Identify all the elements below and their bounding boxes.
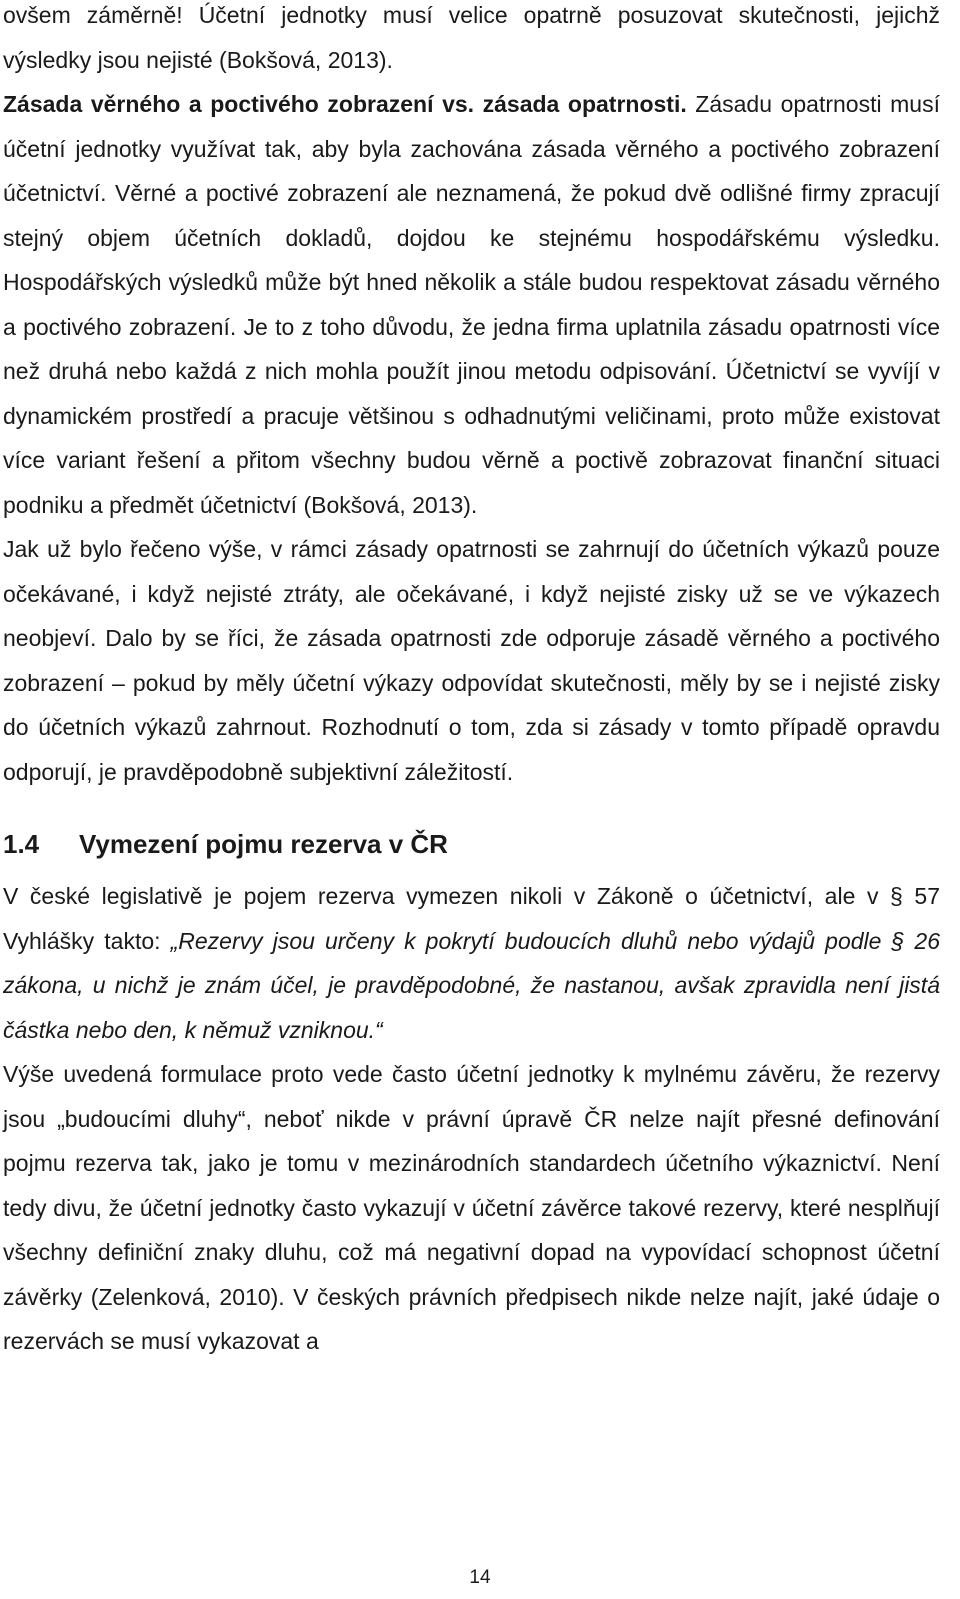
paragraph-4-quote: „Rezervy jsou určeny k pokrytí budoucích dluhů nebo výdajů podle § 26 zákona, u nichž je znám účel, je pravděpodobné, že nastanou, avšak zpravidla není jistá částka nebo den, k němuž vzniknou.“ [3, 927, 940, 1043]
paragraph-3-text: Jak už bylo řečeno výše, v rámci zásady opatrnosti se zahrnují do účetních výkazů pouze očekávané, i když nejisté ztráty, ale očekávané, i když nejisté zisky už se ve výkazech neobjeví. Dalo by se říci, že zásada opatrnosti zde odporuje zásadě věrného a poctivého zobrazení – pokud by měly účetní výkazy odpovídat skutečnosti, měly by se i nejisté zisky do účetních výkazů zahrnout. Rozhodnutí o tom, zda si zásady v tomto případě opravdu odporují, je pravděpodobně subjektivní záležitostí. [3, 536, 940, 785]
paragraph-5-text: Výše uvedená formulace proto vede často účetní jednotky k mylnému závěru, že rezervy jsou „budoucími dluhy“, neboť nikde v právní úpravě ČR nelze najít přesné definování pojmu rezerva tak, jako je tomu v mezinárodních standardech účetního výkaznictví. Není tedy divu, že účetní jednotky často vykazují v účetní závěrce takové rezervy, které nesplňují všechny definiční znaky dluhu, což má negativní dopad na vypovídací schopnost účetní závěrky (Zelenková, 2010). V českých právních předpisech nikde nelze najít, jaké údaje o rezervách se musí vykazovat a [3, 1061, 940, 1354]
section-number: 1.4 [3, 829, 40, 859]
paragraph-2-lead: Zásada věrného a poctivého zobrazení vs. zásada opatrnosti. [3, 91, 687, 117]
paragraph-3 [3, 527, 940, 794]
paragraph-2-text: Zásadu opatrnosti musí účetní jednotky využívat tak, aby byla zachována zásada věrného a poctivého zobrazení účetnictví. Věrné a poctivé zobrazení ale neznamená, že pokud dvě odlišné firmy zpracují stejný objem účetních dokladů, dojdou ke stejnému hospodářskému výsledku. Hospodářských výsledků může být hned několik a stále budou respektovat zásadu věrného a poctivého zobrazení. Je to z toho důvodu, že jedna firma uplatnila zásadu opatrnosti více než druhá nebo každá z nich mohla použít jinou metodu odpisování. Účetnictví se vyvíjí v dynamickém prostředí a pracuje většinou s odhadnutými veličinami, proto může existovat více variant řešení a přitom všechny budou věrně a poctivě zobrazovat finanční situaci podniku a předmět účetnictví (Bokšová, 2013). [3, 91, 940, 518]
document-page [3, 0, 940, 1364]
paragraph-4 [3, 874, 940, 1052]
section-title: Vymezení pojmu rezerva v ČR [79, 829, 448, 859]
paragraph-4-text: V české legislativě je pojem rezerva vymezen nikoli v Zákoně o účetnictví, ale v § 57 Vyhlášky takto: [3, 883, 940, 954]
section-heading [3, 822, 940, 866]
paragraph-2 [3, 82, 940, 527]
paragraph-1-text: ovšem záměrně! Účetní jednotky musí velice opatrně posuzovat skutečnosti, jejichž výsledky jsou nejisté (Bokšová, 2013). [3, 2, 940, 73]
paragraph-5 [3, 1052, 940, 1364]
page-number: 14 [469, 1567, 491, 1588]
paragraph-1 [3, 0, 940, 82]
